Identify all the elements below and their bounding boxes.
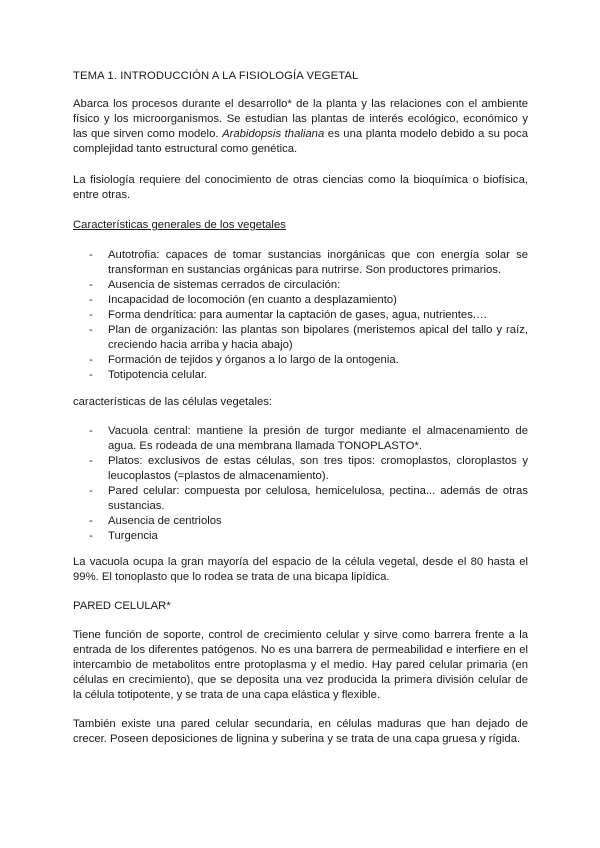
list-item: - Incapacidad de locomoción (en cuanto a desplazamiento) bbox=[89, 293, 528, 308]
list-item: - Ausencia de centriolos bbox=[89, 514, 528, 529]
list-item: - Forma dendrítica: para aumentar la captación de gases, agua, nutrientes.… bbox=[89, 308, 528, 323]
page-title: TEMA 1. INTRODUCCIÓN A LA FISIOLOGÍA VEGETAL bbox=[73, 70, 359, 82]
list-item: - Platos: exclusivos de estas células, son tres tipos: cromoplastos, cloroplastos y leucoplastos (=plastos de almacenamiento). bbox=[89, 454, 528, 484]
general-characteristics-list bbox=[89, 248, 528, 383]
intro-text-start: Abarca los procesos durante el desarrollo* de la planta y las relaciones con el ambiente físico y los microorganismos. Se estudian las plantas de interés ecológico, económico y las que sirven como modelo. bbox=[73, 98, 528, 140]
secondary-wall-paragraph: También existe una pared celular secundaria, en células maduras que han dejado de crecer. Poseen deposiciones de lignina y suberina y se trata de una capa gruesa y rígida. bbox=[73, 718, 528, 745]
cell-wall-paragraph: Tiene función de soporte, control de crecimiento celular y sirve como barrera frente a la entrada de los diferentes patógenos. No es una barrera de permeabilidad e interfiere en el intercambio de metabolitos entre protoplasma y el medio. Hay pared celular primaria (en células en crecimiento), que se deposita una vez producida la primera división celular de la célula totipotente, y se trata de una capa elástica y flexible. bbox=[73, 629, 528, 701]
list-item: - Ausencia de sistemas cerrados de circulación: bbox=[89, 278, 528, 293]
list-item: - Turgencia bbox=[89, 529, 528, 544]
intro-text-end: es una planta modelo debido a su poca complejidad tanto estructural como genética. bbox=[73, 128, 528, 155]
cell-wall-heading: PARED CELULAR* bbox=[73, 600, 171, 612]
vacuole-paragraph: La vacuola ocupa la gran mayoría del espacio de la célula vegetal, desde el 80 hasta el 99%. El tonoplasto que lo rodea se trata de una bicapa lipídica. bbox=[73, 556, 528, 583]
list-item: - Autotrofia: capaces de tomar sustancias inorgánicas que con energía solar se transforman en sustancias orgánicas para nutrirse. Son productores primarios. bbox=[89, 248, 528, 278]
physiology-paragraph: La fisiología requiere del conocimiento de otras ciencias como la bioquímica o biofísica, entre otras. bbox=[73, 174, 528, 201]
list-item: - Plan de organización: las plantas son bipolares (meristemos apical del tallo y raíz, creciendo hacia arriba y hacia abajo) bbox=[89, 323, 528, 353]
cell-characteristics-list bbox=[89, 424, 528, 544]
species-name: Arabidopsis thaliana bbox=[222, 128, 325, 140]
general-characteristics-heading: Características generales de los vegetales bbox=[73, 219, 286, 231]
cell-characteristics-heading: características de las células vegetales: bbox=[73, 396, 273, 408]
list-item: - Vacuola central: mantiene la presión de turgor mediante el almacenamiento de agua. Es rodeada de una membrana llamada TONOPLASTO*. bbox=[89, 424, 528, 454]
intro-paragraph bbox=[73, 97, 528, 157]
list-item: - Formación de tejidos y órganos a lo largo de la ontogenia. bbox=[89, 353, 528, 368]
list-item: - Pared celular: compuesta por celulosa, hemicelulosa, pectina... además de otras sustancias. bbox=[89, 484, 528, 514]
list-item: - Totipotencia celular. bbox=[89, 368, 528, 383]
